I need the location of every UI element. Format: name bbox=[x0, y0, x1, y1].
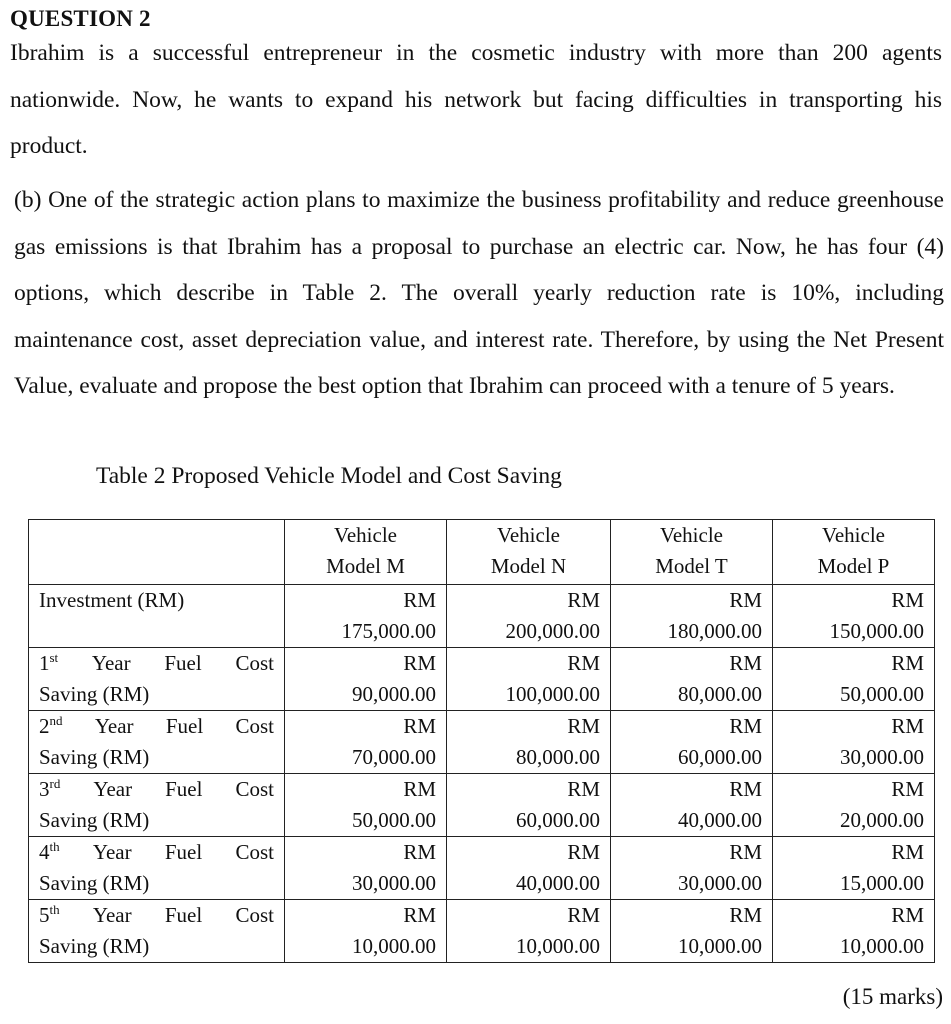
value-cell bbox=[447, 648, 611, 711]
value-cell bbox=[285, 900, 447, 963]
value-cell bbox=[773, 585, 935, 648]
currency-label: RM bbox=[729, 777, 762, 801]
table-row bbox=[29, 774, 935, 837]
vehicle-cost-table bbox=[28, 519, 935, 963]
header-cell bbox=[773, 520, 935, 585]
value-amount: 80,000.00 bbox=[516, 745, 600, 769]
row-label-line2: Saving (RM) bbox=[39, 745, 150, 769]
value-cell bbox=[447, 585, 611, 648]
value-amount: 20,000.00 bbox=[840, 808, 924, 832]
row-label-line1: 3rd Year Fuel Cost bbox=[39, 774, 274, 805]
row-label bbox=[29, 774, 285, 837]
header-cell bbox=[447, 520, 611, 585]
value-cell bbox=[611, 585, 773, 648]
part-b-paragraph: (b) One of the strategic action plans to maximize the business profitability and reduce greenhouse gas emissions is that Ibrahim has a proposal to purchase an electric car. Now, he has four (4) options, which describe in Table 2. The overall yearly reduction rate is 10%, including maintenance cost, asset depreciation value, and interest rate. Therefore, by using the Net Present Value, evaluate and propose the best option that Ibrahim can proceed with a tenure of 5 years. bbox=[14, 187, 944, 399]
table-row bbox=[29, 837, 935, 900]
value-amount: 10,000.00 bbox=[352, 934, 436, 958]
value-cell bbox=[285, 711, 447, 774]
row-label-line1: 1st Year Fuel Cost bbox=[39, 648, 274, 679]
value-amount: 90,000.00 bbox=[352, 682, 436, 706]
currency-label: RM bbox=[403, 777, 436, 801]
table-row bbox=[29, 648, 935, 711]
value-cell bbox=[447, 900, 611, 963]
value-amount: 175,000.00 bbox=[341, 619, 436, 643]
value-cell bbox=[773, 774, 935, 837]
year-ordinal: 5th bbox=[39, 902, 60, 927]
header-line2: Model M bbox=[326, 554, 405, 578]
value-cell bbox=[611, 837, 773, 900]
row-label bbox=[29, 648, 285, 711]
value-amount: 60,000.00 bbox=[516, 808, 600, 832]
value-amount: 30,000.00 bbox=[352, 871, 436, 895]
header-line1: Vehicle bbox=[497, 523, 560, 547]
value-cell bbox=[773, 711, 935, 774]
intro-paragraph: Ibrahim is a successful entrepreneur in the cosmetic industry with more than 200 agents nationwide. Now, he wants to expand his network but facing difficulties in transporting his product. bbox=[10, 40, 942, 159]
value-amount: 10,000.00 bbox=[840, 934, 924, 958]
table-caption: Table 2 Proposed Vehicle Model and Cost Saving bbox=[96, 463, 562, 489]
value-cell bbox=[285, 585, 447, 648]
currency-label: RM bbox=[729, 588, 762, 612]
header-line1: Vehicle bbox=[334, 523, 397, 547]
value-cell bbox=[611, 711, 773, 774]
table-row bbox=[29, 900, 935, 963]
currency-label: RM bbox=[567, 714, 600, 738]
header-cell bbox=[611, 520, 773, 585]
currency-label: RM bbox=[567, 840, 600, 864]
value-amount: 50,000.00 bbox=[352, 808, 436, 832]
currency-label: RM bbox=[891, 840, 924, 864]
value-amount: 10,000.00 bbox=[516, 934, 600, 958]
value-cell bbox=[773, 648, 935, 711]
header-empty-cell bbox=[29, 520, 285, 585]
row-label-line2: Saving (RM) bbox=[39, 871, 150, 895]
year-ordinal: 4th bbox=[39, 839, 60, 864]
currency-label: RM bbox=[403, 840, 436, 864]
value-amount: 15,000.00 bbox=[840, 871, 924, 895]
value-amount: 30,000.00 bbox=[678, 871, 762, 895]
currency-label: RM bbox=[567, 651, 600, 675]
value-amount: 200,000.00 bbox=[505, 619, 600, 643]
value-cell bbox=[285, 837, 447, 900]
value-cell bbox=[611, 900, 773, 963]
value-amount: 40,000.00 bbox=[516, 871, 600, 895]
currency-label: RM bbox=[891, 588, 924, 612]
value-amount: 40,000.00 bbox=[678, 808, 762, 832]
value-amount: 30,000.00 bbox=[840, 745, 924, 769]
currency-label: RM bbox=[729, 840, 762, 864]
row-label-line2: Saving (RM) bbox=[39, 934, 150, 958]
row-label-line2: Saving (RM) bbox=[39, 682, 150, 706]
currency-label: RM bbox=[403, 903, 436, 927]
currency-label: RM bbox=[567, 588, 600, 612]
currency-label: RM bbox=[403, 588, 436, 612]
table-row bbox=[29, 585, 935, 648]
value-amount: 100,000.00 bbox=[505, 682, 600, 706]
value-cell bbox=[773, 837, 935, 900]
currency-label: RM bbox=[729, 714, 762, 738]
currency-label: RM bbox=[567, 903, 600, 927]
question-heading: QUESTION 2 bbox=[10, 6, 151, 31]
currency-label: RM bbox=[729, 903, 762, 927]
value-amount: 50,000.00 bbox=[840, 682, 924, 706]
value-amount: 150,000.00 bbox=[829, 619, 924, 643]
row-label-line1: 4th Year Fuel Cost bbox=[39, 837, 274, 868]
row-label bbox=[29, 711, 285, 774]
value-cell bbox=[285, 774, 447, 837]
value-amount: 180,000.00 bbox=[667, 619, 762, 643]
year-ordinal: 1st bbox=[39, 650, 59, 675]
marks-label: (15 marks) bbox=[842, 984, 943, 1009]
currency-label: RM bbox=[403, 651, 436, 675]
header-line2: Model N bbox=[490, 554, 567, 578]
value-cell bbox=[773, 900, 935, 963]
row-label-line2: Saving (RM) bbox=[39, 808, 150, 832]
header-cell bbox=[285, 520, 447, 585]
header-line1: Vehicle bbox=[660, 523, 723, 547]
row-label bbox=[29, 837, 285, 900]
table-header-row bbox=[29, 520, 935, 585]
value-cell bbox=[611, 648, 773, 711]
value-cell bbox=[447, 774, 611, 837]
value-amount: 60,000.00 bbox=[678, 745, 762, 769]
row-label bbox=[29, 585, 285, 648]
header-line1: Vehicle bbox=[822, 523, 885, 547]
value-cell bbox=[285, 648, 447, 711]
currency-label: RM bbox=[403, 714, 436, 738]
header-line2: Model P bbox=[817, 554, 890, 578]
value-cell bbox=[447, 837, 611, 900]
header-line2: Model T bbox=[655, 554, 728, 578]
currency-label: RM bbox=[891, 903, 924, 927]
table-row bbox=[29, 711, 935, 774]
currency-label: RM bbox=[567, 777, 600, 801]
currency-label: RM bbox=[891, 651, 924, 675]
currency-label: RM bbox=[891, 777, 924, 801]
value-cell bbox=[611, 774, 773, 837]
year-ordinal: 3rd bbox=[39, 776, 61, 801]
value-cell bbox=[447, 711, 611, 774]
value-amount: 80,000.00 bbox=[678, 682, 762, 706]
year-ordinal: 2nd bbox=[39, 713, 63, 738]
row-label bbox=[29, 900, 285, 963]
value-amount: 10,000.00 bbox=[678, 934, 762, 958]
currency-label: RM bbox=[891, 714, 924, 738]
row-label-line1: 5th Year Fuel Cost bbox=[39, 900, 274, 931]
value-amount: 70,000.00 bbox=[352, 745, 436, 769]
currency-label: RM bbox=[729, 651, 762, 675]
row-label-text: Investment (RM) bbox=[39, 588, 185, 612]
row-label-line1: 2nd Year Fuel Cost bbox=[39, 711, 274, 742]
